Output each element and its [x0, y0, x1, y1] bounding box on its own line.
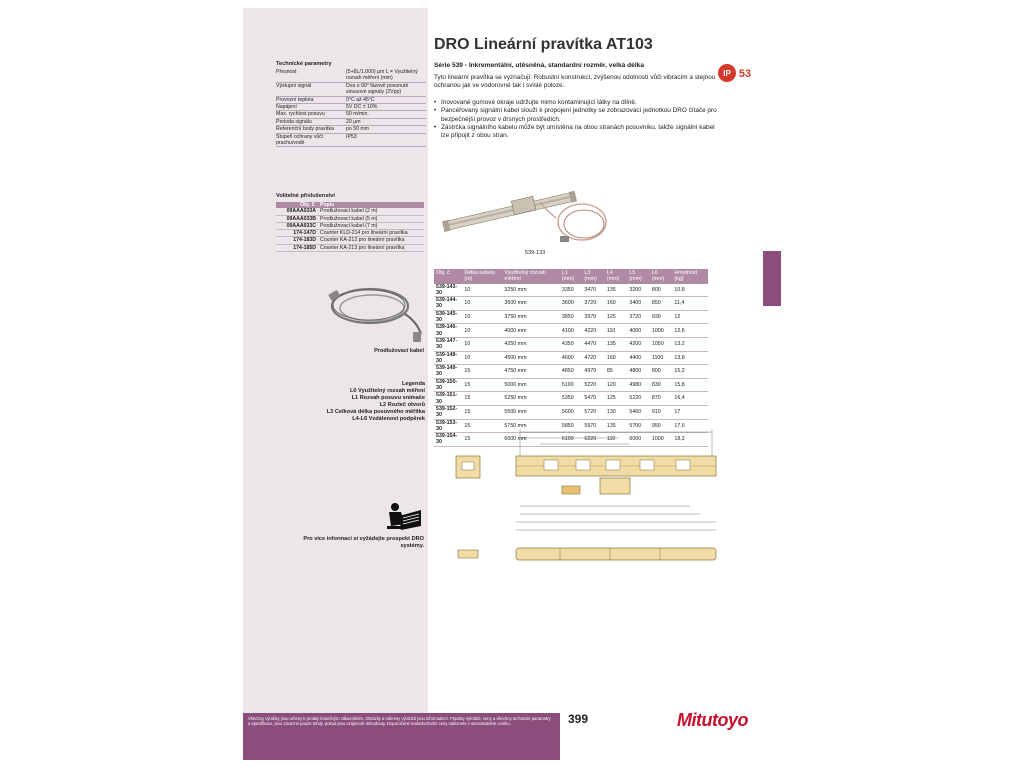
table-cell: 539-151-30 — [434, 392, 462, 406]
product-table — [434, 269, 708, 447]
table-cell: 4250 mm — [502, 337, 559, 351]
table-cell: 3470 — [582, 284, 605, 297]
spec-value: (5+8L/1.000) µm L = Využitelný rozsah měření (mm) — [346, 69, 426, 82]
table-cell: 6000 — [627, 433, 650, 447]
spec-value: po 50 mm — [346, 126, 426, 133]
table-cell: 539-147-30 — [434, 337, 462, 351]
spec-value: Dva o 90° fázově posunuté sinusové signály (2Vpp) — [346, 82, 426, 96]
specs-section — [276, 61, 426, 147]
table-cell: 870 — [650, 392, 673, 406]
table-row — [434, 297, 708, 311]
table-header-cell: Délka kabelu (m) — [462, 269, 502, 284]
ip-badge-text-53: 53 — [738, 68, 752, 80]
table-cell: 6100 — [560, 433, 583, 447]
cable-caption: Prodlužovací kabel — [374, 348, 424, 354]
reading-person-icon — [385, 502, 423, 534]
table-cell: 15,8 — [672, 378, 708, 392]
table-cell: 5850 — [560, 419, 583, 433]
ip-badge-text-ip: IP — [723, 69, 731, 78]
section-tab-marker — [763, 251, 781, 306]
table-cell: 4000 — [627, 324, 650, 338]
table-cell: 1000 — [650, 433, 673, 447]
table-cell: 4800 — [627, 365, 650, 379]
table-row — [434, 310, 708, 324]
spec-value: 5V DC ± 10% — [346, 104, 426, 111]
table-cell: 4750 mm — [502, 365, 559, 379]
legend-line: L3 Celková délka posuvného měřítka — [326, 409, 425, 415]
feature-item: • Pancéřovaný signální kabel slouží k propojení jednotky se zobrazovací jednotkou DRO čítače pro bezpečnější provoz v drsných prostředích. — [434, 107, 719, 124]
table-header-cell: Využitelný rozsah měření — [502, 269, 559, 284]
linear-scale-product-image — [436, 180, 612, 250]
spec-value: 0°C až 45°C — [346, 96, 426, 103]
legend-line: L4-L6 Vzdálenost podpěrek — [352, 416, 425, 422]
spec-row — [276, 133, 426, 147]
table-cell: 5970 — [582, 419, 605, 433]
table-cell: 5470 — [582, 392, 605, 406]
table-cell: 5600 — [560, 405, 583, 419]
table-header-cell: L4 (mm) — [605, 269, 628, 284]
table-cell: 5100 — [560, 378, 583, 392]
accessory-desc: Prodlužovací kabel (5 m) — [318, 215, 424, 222]
technical-drawing — [450, 426, 730, 578]
spec-row — [276, 104, 426, 111]
table-cell: 4600 — [560, 351, 583, 365]
table-cell: 1050 — [650, 337, 673, 351]
table-header-cell: L3 (mm) — [582, 269, 605, 284]
accessory-code: 174-147D — [276, 230, 318, 237]
table-cell: 135 — [605, 284, 628, 297]
spec-row — [276, 69, 426, 82]
table-cell: 5500 mm — [502, 405, 559, 419]
table-cell: 5700 — [627, 419, 650, 433]
table-cell: 3720 — [582, 297, 605, 311]
accessory-code: 09AAA033A — [276, 208, 318, 215]
table-cell: 4100 — [560, 324, 583, 338]
table-row — [434, 392, 708, 406]
accessories-table — [276, 202, 424, 252]
table-header-cell: Obj. č. — [434, 269, 462, 284]
table-cell: 539-143-30 — [434, 284, 462, 297]
table-cell: 125 — [605, 392, 628, 406]
accessory-code: 09AAA033C — [276, 222, 318, 229]
table-cell: 4350 — [560, 337, 583, 351]
table-cell: 3350 — [560, 284, 583, 297]
table-cell: 3970 — [582, 310, 605, 324]
footer-disclaimer: Všechny výrobky jsou určeny k prodeji konečným zákazníkům. Obrázky a nákresy výrobků jsou informativní. Popisky výrobků, ceny a všechny technické parametry a specifikace, jsou závazné pouze tehdy, pokud jsou vzájemně dohodnuty. Doporučené maloobchodní ceny naleznete v samostatném ceníku. — [248, 716, 551, 727]
table-cell: 120 — [605, 378, 628, 392]
feature-item: • Inovované gumové okraje udržujte mimo kontaminující látky na dílně. — [434, 99, 719, 107]
table-cell: 10 — [462, 310, 502, 324]
table-cell: 85 — [605, 365, 628, 379]
table-row — [434, 405, 708, 419]
table-cell: 539-154-30 — [434, 433, 462, 447]
table-cell: 15 — [462, 433, 502, 447]
table-cell: 539-145-30 — [434, 310, 462, 324]
table-cell: 4220 — [582, 324, 605, 338]
extension-cable-image — [325, 278, 425, 344]
specs-table — [276, 69, 426, 147]
table-cell: 10 — [462, 351, 502, 365]
table-cell: 930 — [650, 310, 673, 324]
specs-title: Technické parametry — [276, 61, 332, 67]
table-row — [434, 324, 708, 338]
accessory-code: 174-185D — [276, 244, 318, 251]
table-cell: 110 — [605, 324, 628, 338]
page-number: 399 — [568, 712, 589, 726]
table-cell: 830 — [650, 378, 673, 392]
spec-row — [276, 126, 426, 133]
spec-label: Napájení — [276, 104, 346, 111]
table-cell: 125 — [605, 310, 628, 324]
accessory-desc: Prodlužovací kabel (2 m) — [318, 208, 424, 215]
intro-paragraph: Tyto lineární pravítka se vyznačují: Robustní konstrukcí, zvýšenou odolností vůči vibracím a stejnou ochranou jak ve vodorovné tak i svislé poloze. — [434, 74, 716, 90]
table-cell: 3850 — [560, 310, 583, 324]
table-cell: 160 — [605, 297, 628, 311]
table-cell: 13,8 — [672, 351, 708, 365]
feature-item: • Zástrčka signálního kabelu může být umístěna na obou stranách posuvníku, takže signální kabel lze připojit z obou stran. — [434, 124, 719, 141]
table-cell: 800 — [650, 365, 673, 379]
table-cell: 950 — [650, 419, 673, 433]
table-row — [434, 378, 708, 392]
spec-value: 20 µm — [346, 118, 426, 125]
table-cell: 4850 — [560, 365, 583, 379]
spec-row — [276, 82, 426, 96]
spec-label: Referenční body pravítka — [276, 126, 346, 133]
legend-line: Legenda — [401, 381, 425, 387]
table-cell: 10,8 — [672, 284, 708, 297]
table-cell: 5720 — [582, 405, 605, 419]
table-row — [434, 351, 708, 365]
table-cell: 10 — [462, 324, 502, 338]
table-cell: 5250 mm — [502, 392, 559, 406]
spec-row — [276, 111, 426, 118]
table-row — [434, 284, 708, 297]
table-cell: 4400 — [627, 351, 650, 365]
page-title: DRO Lineární pravítka AT103 — [434, 36, 653, 53]
accessory-desc: Counter KA-212 pro lineární pravítka — [318, 237, 424, 244]
legend — [300, 381, 425, 423]
table-row — [434, 337, 708, 351]
table-cell: 539-149-30 — [434, 365, 462, 379]
table-cell: 4200 — [627, 337, 650, 351]
table-header-cell: L1 (mm) — [560, 269, 583, 284]
table-header-cell: Hmotnost (kg) — [672, 269, 708, 284]
table-cell: 17 — [672, 405, 708, 419]
table-cell: 4970 — [582, 365, 605, 379]
table-cell: 160 — [605, 351, 628, 365]
table-cell: 5220 — [627, 392, 650, 406]
table-cell: 5350 — [560, 392, 583, 406]
table-cell: 130 — [605, 405, 628, 419]
table-cell: 110 — [605, 433, 628, 447]
table-cell: 15 — [462, 365, 502, 379]
accessories-section — [276, 193, 424, 252]
table-cell: 4000 mm — [502, 324, 559, 338]
product-caption: 539-133 — [525, 250, 546, 256]
spec-label: Stupeň ochrany vůči prachu/vodě — [276, 133, 346, 147]
table-cell: 4500 mm — [502, 351, 559, 365]
legend-line: L2 Rozteč otvorů — [379, 402, 425, 408]
accessory-row — [276, 222, 424, 229]
table-cell: 13,2 — [672, 337, 708, 351]
accessory-row — [276, 208, 424, 215]
page-subtitle: Série 539 - Inkrementální, utěsněná, standardní rozměr, velká délka — [434, 62, 644, 69]
table-cell: 10 — [462, 297, 502, 311]
accessory-row — [276, 244, 424, 251]
table-cell: 15,2 — [672, 365, 708, 379]
table-cell: 3250 mm — [502, 284, 559, 297]
table-cell: 5220 — [582, 378, 605, 392]
table-cell: 15 — [462, 378, 502, 392]
mitutoyo-logo: Mitutoyo — [677, 710, 748, 730]
feature-list — [434, 99, 719, 140]
table-cell: 10 — [462, 337, 502, 351]
table-cell: 135 — [605, 419, 628, 433]
table-cell: 135 — [605, 337, 628, 351]
table-cell: 1000 — [650, 324, 673, 338]
acc-header-desc: Popis — [318, 202, 424, 208]
spec-label: Perioda signálu — [276, 118, 346, 125]
spec-label: Výstupní signál — [276, 82, 346, 96]
ip53-badge-icon — [717, 63, 757, 83]
table-cell: 1100 — [650, 351, 673, 365]
table-cell: 18,2 — [672, 433, 708, 447]
table-cell: 800 — [650, 284, 673, 297]
accessory-code: 174-183D — [276, 237, 318, 244]
spec-row — [276, 96, 426, 103]
table-cell: 3720 — [627, 310, 650, 324]
table-cell: 17,6 — [672, 419, 708, 433]
table-cell: 539-150-30 — [434, 378, 462, 392]
legend-line: L0 Využitelný rozsah měření — [349, 388, 425, 394]
acc-header-code: Obj. č. — [276, 202, 318, 208]
spec-label: Provozní teplota — [276, 96, 346, 103]
table-cell: 3500 mm — [502, 297, 559, 311]
table-cell: 3400 — [627, 297, 650, 311]
table-cell: 10 — [462, 284, 502, 297]
spec-row — [276, 118, 426, 125]
table-cell: 15 — [462, 392, 502, 406]
spec-value: 50 m/min. — [346, 111, 426, 118]
table-cell: 850 — [650, 297, 673, 311]
accessory-row — [276, 237, 424, 244]
table-cell: 3750 mm — [502, 310, 559, 324]
table-cell: 6000 mm — [502, 433, 559, 447]
table-cell: 4720 — [582, 351, 605, 365]
table-cell: 539-153-30 — [434, 419, 462, 433]
table-cell: 16,4 — [672, 392, 708, 406]
table-header-cell: L6 (mm) — [650, 269, 673, 284]
table-cell: 539-148-30 — [434, 351, 462, 365]
spec-label: Přesnost — [276, 69, 346, 82]
table-cell: 5750 mm — [502, 419, 559, 433]
table-header-cell: L5 (mm) — [627, 269, 650, 284]
table-cell: 15 — [462, 419, 502, 433]
table-cell: 4470 — [582, 337, 605, 351]
table-cell: 15 — [462, 405, 502, 419]
table-cell: 11,4 — [672, 297, 708, 311]
table-cell: 5460 — [627, 405, 650, 419]
accessory-code: 09AAA033B — [276, 215, 318, 222]
table-cell: 910 — [650, 405, 673, 419]
spec-value: IP53 — [346, 133, 426, 147]
accessory-desc: Counter KLD-214 pro lineární pravítka — [318, 230, 424, 237]
accessory-row — [276, 215, 424, 222]
legend-line: L1 Rozsah posuvu snímače — [351, 395, 425, 401]
table-cell: 12 — [672, 310, 708, 324]
accessories-title: Volitelné příslušenství — [276, 193, 335, 199]
table-cell: 539-146-30 — [434, 324, 462, 338]
table-row — [434, 365, 708, 379]
table-cell: 3200 — [627, 284, 650, 297]
table-cell: 12,6 — [672, 324, 708, 338]
table-cell: 4980 — [627, 378, 650, 392]
table-cell: 539-152-30 — [434, 405, 462, 419]
table-cell: 3600 — [560, 297, 583, 311]
more-info-note: Pro více informací si vyžádejte prospekt DRO systémy. — [303, 536, 424, 549]
spec-label: Max. rychlost posuvu — [276, 111, 346, 118]
accessory-desc: Prodlužovací kabel (7 m) — [318, 222, 424, 229]
accessory-row — [276, 230, 424, 237]
accessory-desc: Counter KA-213 pro lineární pravítka — [318, 244, 424, 251]
table-cell: 5000 mm — [502, 378, 559, 392]
table-cell: 6220 — [582, 433, 605, 447]
table-cell: 539-144-30 — [434, 297, 462, 311]
